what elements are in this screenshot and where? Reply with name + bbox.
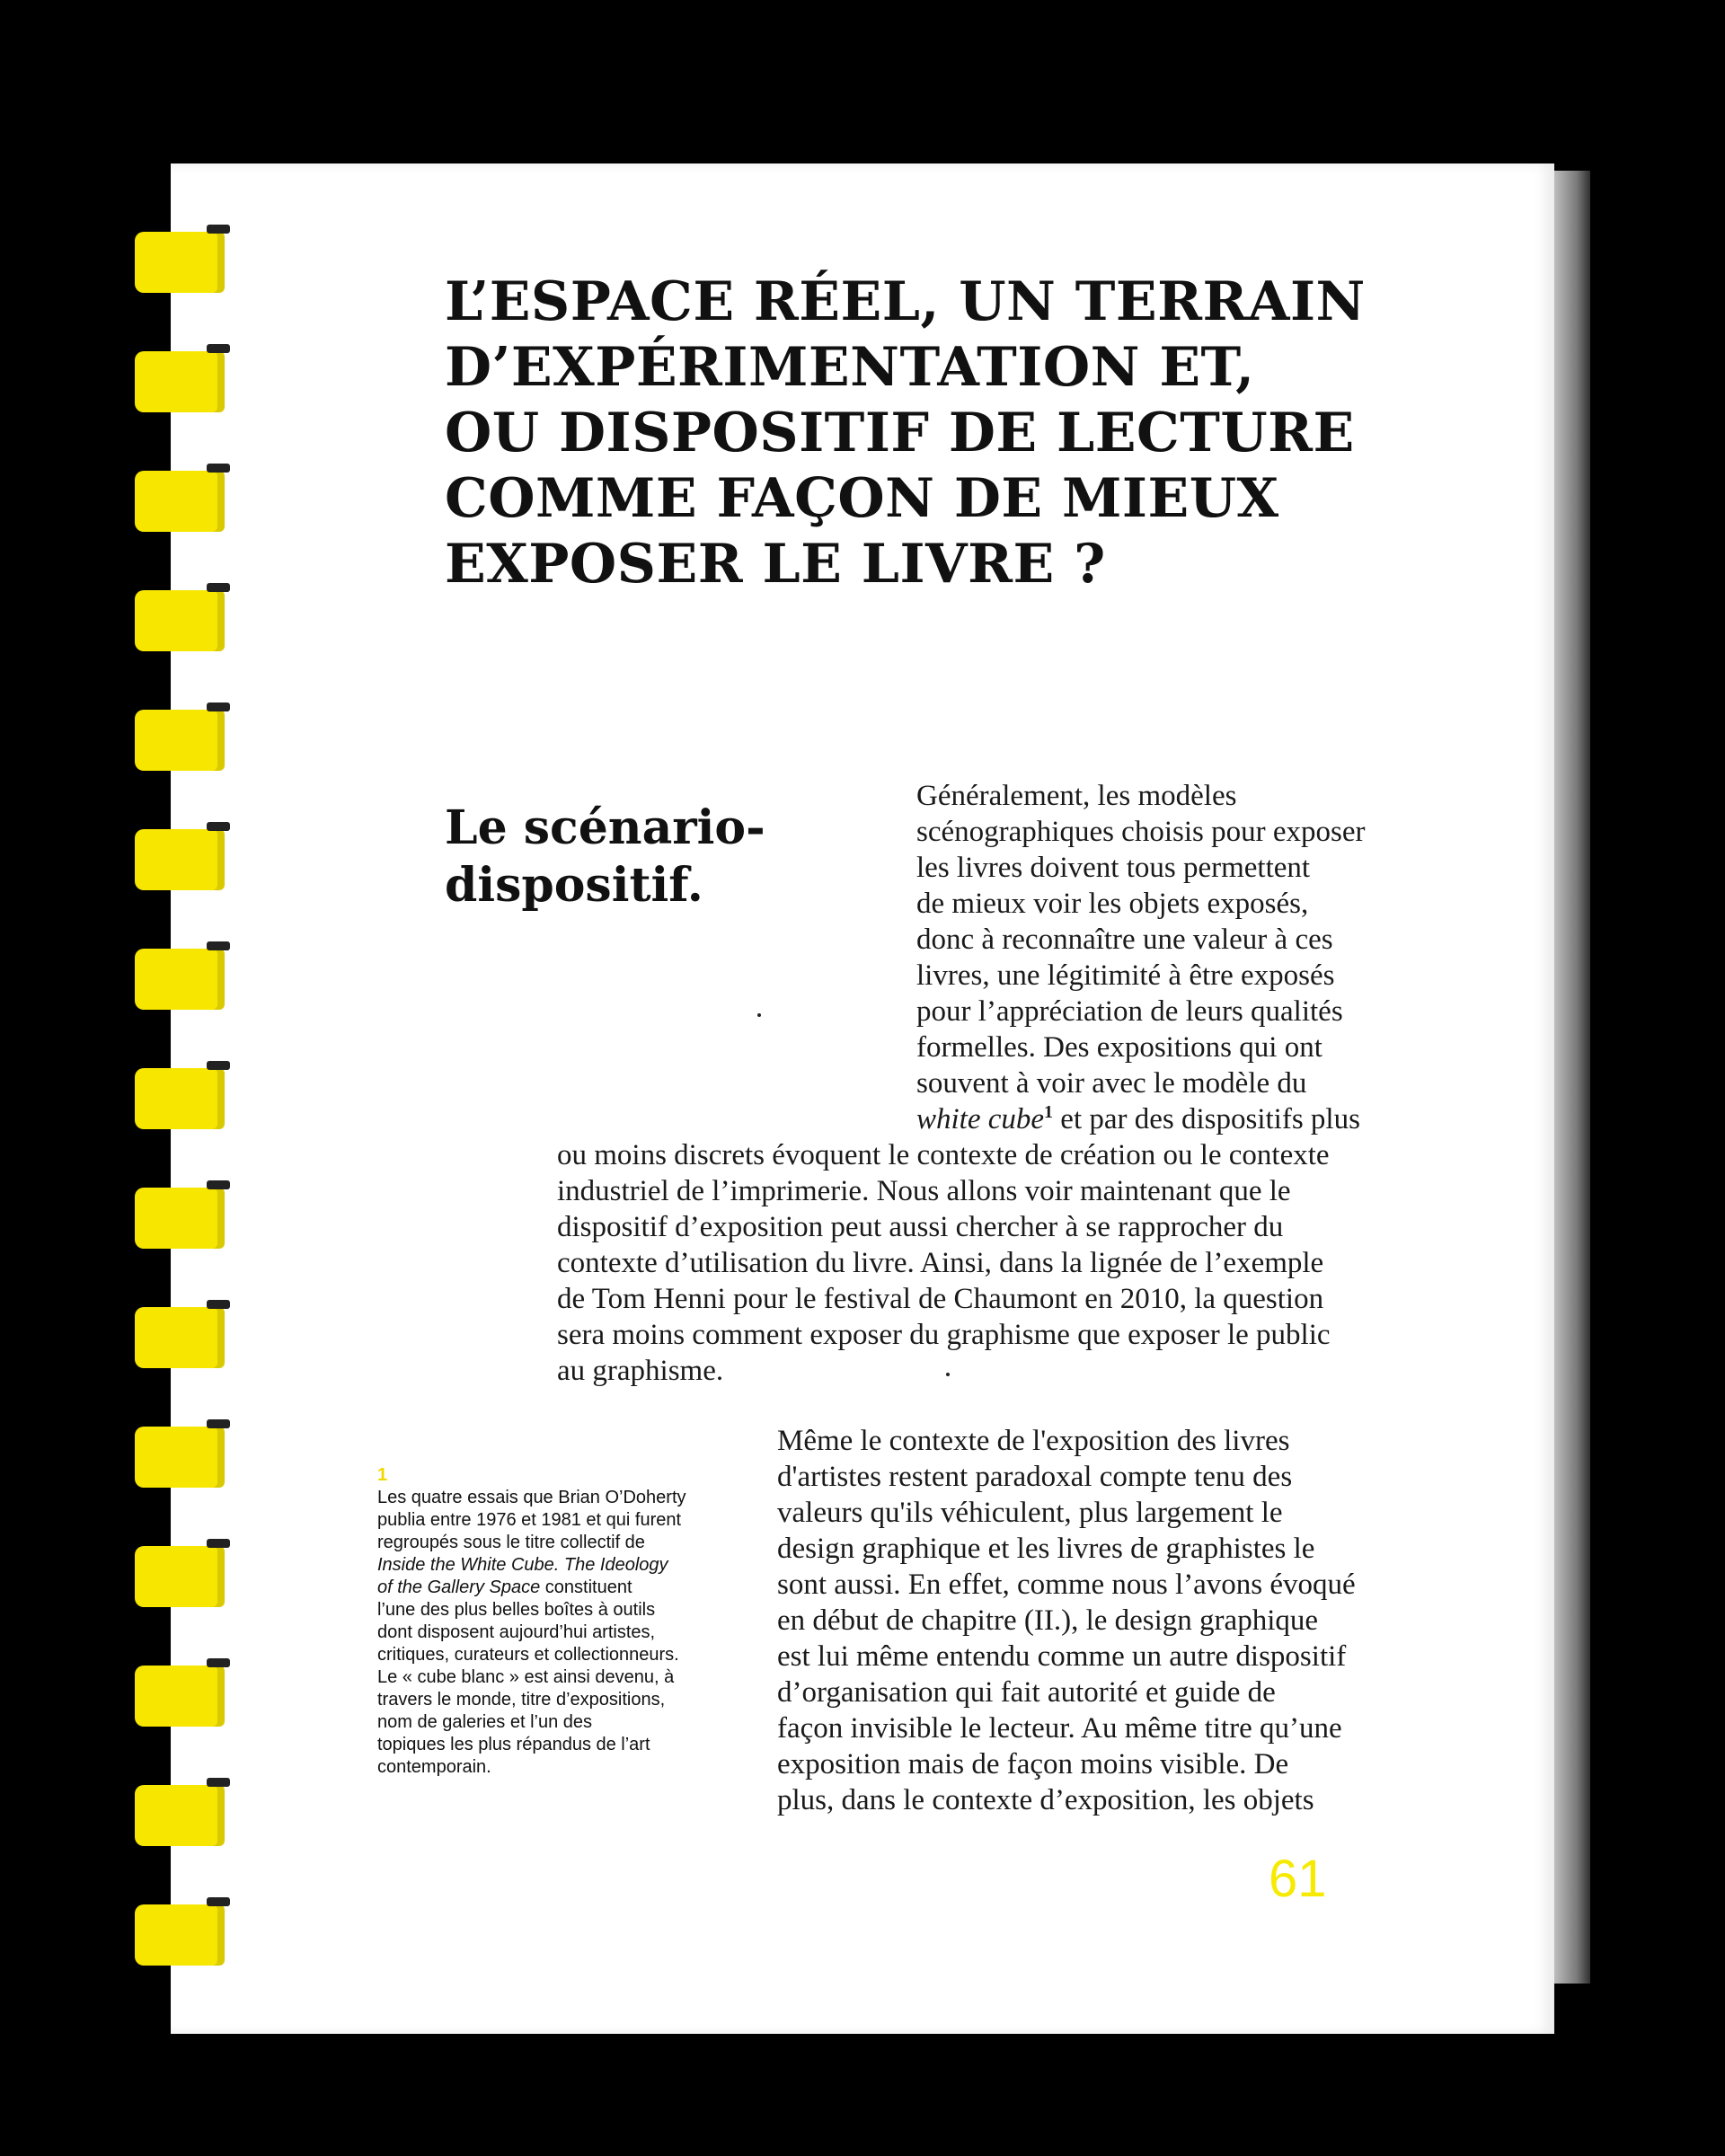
body-line: industriel de l’imprimerie. Nous allons voir maintenant que le: [557, 1175, 1291, 1207]
spiral-ring-body: [135, 351, 225, 412]
body-line: de Tom Henni pour le festival de Chaumont en 2010, la question: [557, 1283, 1324, 1315]
spiral-ring-body: [135, 1188, 225, 1249]
spiral-ring-tip: [207, 702, 230, 711]
spiral-ring: [126, 1419, 225, 1488]
spiral-ring-tip: [207, 1180, 230, 1189]
body-line: sont aussi. En effet, comme nous l’avons évoqué: [777, 1568, 1356, 1601]
chapter-title-line: L’ESPACE RÉEL, UN TERRAIN: [445, 270, 1366, 333]
spiral-ring: [126, 344, 225, 412]
body-line: de mieux voir les objets exposés,: [916, 888, 1309, 920]
spiral-ring-tip: [207, 344, 230, 353]
chapter-title-line: OU DISPOSITIF DE LECTURE: [445, 402, 1355, 464]
print-speck: [946, 1373, 950, 1376]
print-speck: [757, 1013, 761, 1017]
spiral-ring: [126, 225, 225, 293]
body-line: exposition mais de façon moins visible. De: [777, 1748, 1289, 1780]
spiral-ring-body: [135, 590, 225, 651]
spiral-ring-body: [135, 1904, 225, 1966]
spiral-ring: [126, 822, 225, 890]
spiral-ring-tip: [207, 1419, 230, 1428]
body-line: ou moins discrets évoquent le contexte de création ou le contexte: [557, 1139, 1330, 1171]
footnote-line: [377, 1554, 755, 1577]
footnote-fragment: constituent: [540, 1577, 632, 1597]
spiral-ring-tip: [207, 225, 230, 234]
spiral-ring-body: [135, 1666, 225, 1727]
spiral-ring-body: [135, 1307, 225, 1368]
spiral-ring-body: [135, 471, 225, 532]
footnote-book-title: Inside the White Cube. The Ideology: [377, 1555, 668, 1575]
footnote-line: dont disposent aujourd’hui artistes,: [377, 1622, 656, 1642]
italic-term: white cube: [916, 1103, 1045, 1135]
body-line: est lui même entendu comme un autre dispositif: [777, 1640, 1347, 1673]
footnote-line: Le « cube blanc » est ainsi devenu, à: [377, 1667, 675, 1687]
spiral-ring-tip: [207, 1778, 230, 1787]
paragraph-2: [777, 1423, 1356, 1818]
body-line: les livres doivent tous permettent: [916, 852, 1311, 884]
spiral-ring: [126, 1539, 225, 1607]
spiral-ring-body: [135, 710, 225, 771]
footnote-line: Les quatre essais que Brian O’Doherty: [377, 1488, 686, 1507]
chapter-title: [445, 270, 1366, 597]
spiral-binding: [117, 0, 234, 2156]
spiral-ring: [126, 464, 225, 532]
spiral-ring: [126, 1778, 225, 1846]
footnote-line: travers le monde, titre d’expositions,: [377, 1690, 666, 1710]
body-line: d'artistes restent paradoxal compte tenu des: [777, 1461, 1293, 1493]
footnote-number: 1: [377, 1465, 388, 1485]
body-fragment: et par des dispositifs plus: [1053, 1103, 1360, 1135]
footnote-line: publia entre 1976 et 1981 et qui furent: [377, 1510, 682, 1530]
body-line: design graphique et les livres de graphistes le: [777, 1533, 1315, 1565]
body-line: sera moins comment exposer du graphisme que exposer le public: [557, 1319, 1331, 1351]
footnote-line: critiques, curateurs et collectionneurs.: [377, 1645, 679, 1665]
body-line: plus, dans le contexte d’exposition, les objets: [777, 1784, 1314, 1816]
spiral-ring-tip: [207, 1539, 230, 1548]
spiral-ring: [126, 1300, 225, 1368]
spiral-ring-tip: [207, 464, 230, 473]
footnote: [377, 1464, 755, 1779]
section-heading-line: dispositif.: [445, 858, 703, 913]
spiral-ring-body: [135, 829, 225, 890]
chapter-title-line: EXPOSER LE LIVRE ?: [445, 533, 1106, 596]
section-heading: [445, 800, 822, 915]
body-line: façon invisible le lecteur. Au même titre qu’une: [777, 1712, 1342, 1745]
footnote-line: l’une des plus belles boîtes à outils: [377, 1600, 656, 1620]
footnote-line: topiques les plus répandus de l’art: [377, 1735, 650, 1754]
body-line: formelles. Des expositions qui ont: [916, 1031, 1322, 1064]
footnote-line: regroupés sous le titre collectif de: [377, 1533, 645, 1552]
footnote-line: nom de galeries et l’un des: [377, 1712, 593, 1732]
spiral-ring-body: [135, 1068, 225, 1129]
spiral-ring: [126, 1658, 225, 1727]
body-line: pour l’appréciation de leurs qualités: [916, 995, 1343, 1028]
spiral-ring-tip: [207, 1061, 230, 1070]
body-line: donc à reconnaître une valeur à ces: [916, 923, 1333, 956]
body-line: en début de chapitre (II.), le design graphique: [777, 1604, 1319, 1637]
spiral-ring: [126, 1061, 225, 1129]
body-line: livres, une légitimité à être exposés: [916, 959, 1335, 992]
spiral-ring-tip: [207, 1897, 230, 1906]
footnote-line: [377, 1577, 755, 1599]
spiral-ring-body: [135, 949, 225, 1010]
body-line: valeurs qu'ils véhiculent, plus largement le: [777, 1497, 1283, 1529]
body-line: Même le contexte de l'exposition des livres: [777, 1425, 1290, 1457]
body-line: Généralement, les modèles: [916, 780, 1237, 812]
footnote-line: contemporain.: [377, 1757, 491, 1777]
spiral-ring: [126, 1897, 225, 1966]
spiral-ring: [126, 702, 225, 771]
body-line: dispositif d’exposition peut aussi chercher à se rapprocher du: [557, 1211, 1284, 1243]
body-line: souvent à voir avec le modèle du: [916, 1067, 1307, 1100]
spiral-ring-body: [135, 1785, 225, 1846]
chapter-title-line: D’EXPÉRIMENTATION ET,: [445, 336, 1255, 399]
page-number: 61: [1269, 1850, 1327, 1908]
paragraph-1-bottom: [557, 1137, 1331, 1389]
body-line: contexte d’utilisation du livre. Ainsi, dans la lignée de l’exemple: [557, 1247, 1324, 1279]
spiral-ring-body: [135, 232, 225, 293]
spiral-ring-tip: [207, 1658, 230, 1667]
spiral-ring-tip: [207, 822, 230, 831]
spiral-ring-tip: [207, 583, 230, 592]
body-line: au graphisme.: [557, 1355, 724, 1387]
body-line-with-note: [916, 1101, 1365, 1137]
spiral-ring: [126, 1180, 225, 1249]
footnote-book-title: of the Gallery Space: [377, 1577, 541, 1597]
chapter-title-line: COMME FAÇON DE MIEUX: [445, 467, 1279, 530]
spiral-ring-body: [135, 1427, 225, 1488]
paragraph-1-top: [916, 778, 1365, 1137]
spiral-ring-tip: [207, 941, 230, 950]
spiral-ring-tip: [207, 1300, 230, 1309]
section-heading-line: Le scénario-: [445, 800, 765, 855]
spiral-ring: [126, 941, 225, 1010]
spiral-ring-body: [135, 1546, 225, 1607]
spiral-ring: [126, 583, 225, 651]
body-line: scénographiques choisis pour exposer: [916, 816, 1366, 848]
footnote-reference: 1: [1044, 1102, 1054, 1122]
body-line: d’organisation qui fait autorité et guide de: [777, 1676, 1276, 1709]
